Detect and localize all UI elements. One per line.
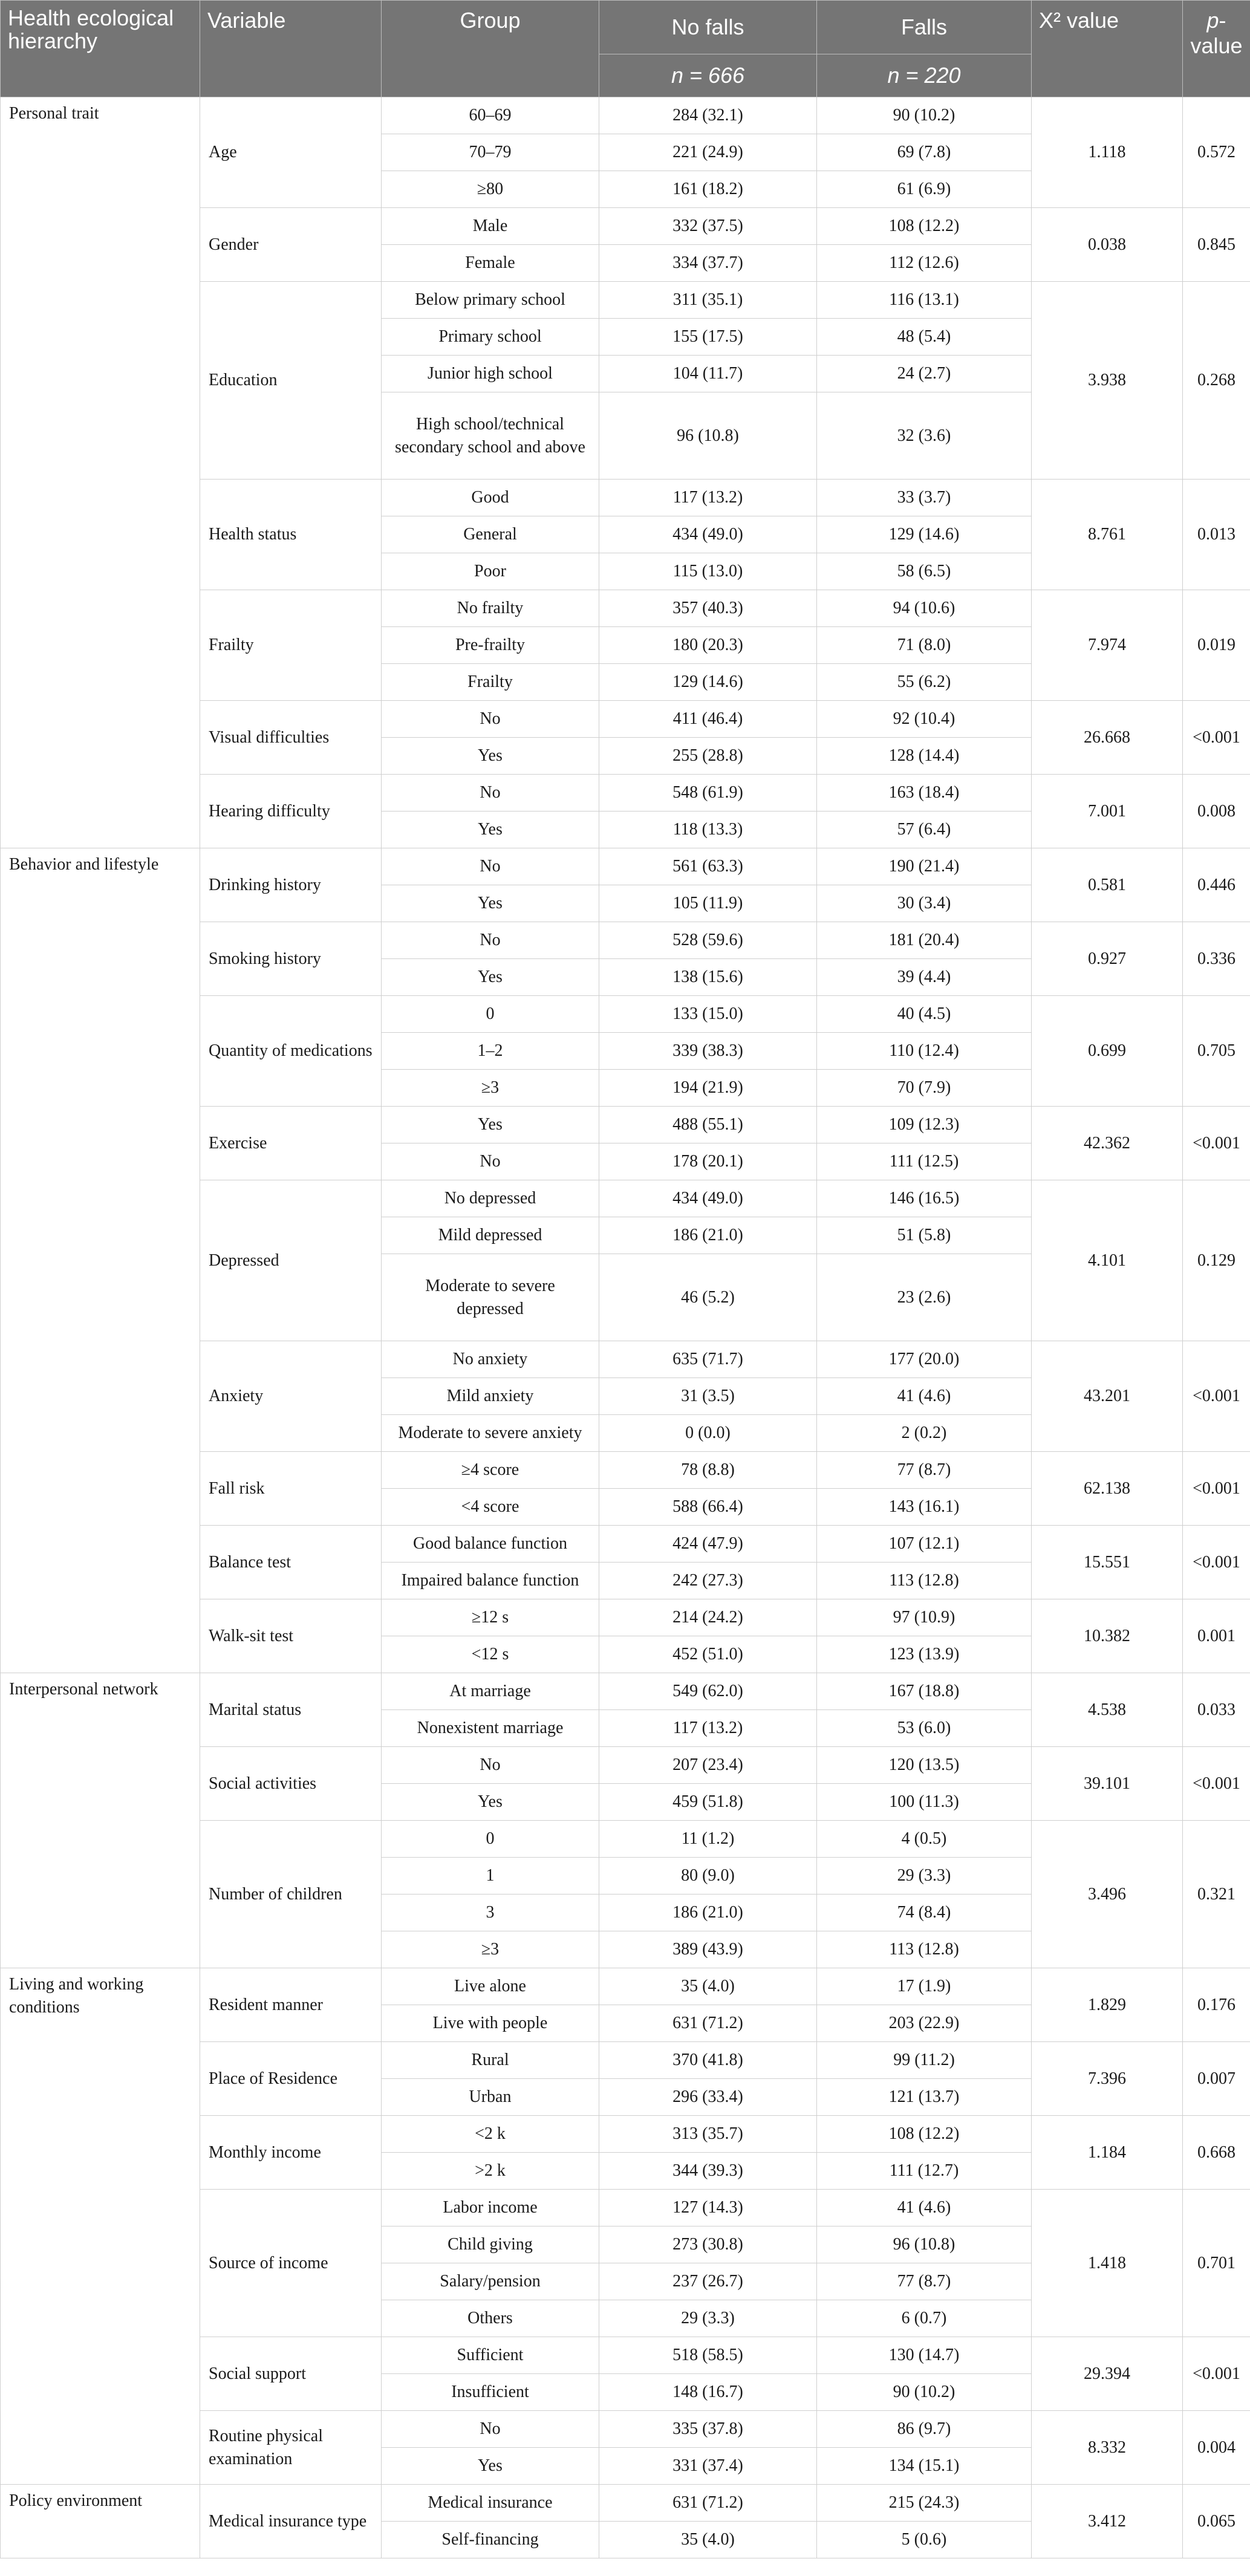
falls-cell: 5 (0.6) <box>817 2522 1032 2558</box>
falls-cell: 123 (13.9) <box>817 1636 1032 1673</box>
group-cell: <4 score <box>382 1489 599 1526</box>
no-falls-cell: 370 (41.8) <box>599 2042 817 2079</box>
group-cell: No anxiety <box>382 1341 599 1378</box>
falls-cell: 108 (12.2) <box>817 2116 1032 2153</box>
falls-cell: 55 (6.2) <box>817 664 1032 701</box>
falls-cell: 94 (10.6) <box>817 590 1032 627</box>
falls-cell: 215 (24.3) <box>817 2485 1032 2522</box>
falls-cell: 129 (14.6) <box>817 516 1032 553</box>
no-falls-cell: 127 (14.3) <box>599 2190 817 2226</box>
p-value-cell: 0.176 <box>1183 1968 1250 2042</box>
falls-cell: 109 (12.3) <box>817 1107 1032 1143</box>
no-falls-cell: 528 (59.6) <box>599 922 817 959</box>
chi2-cell: 7.396 <box>1032 2042 1183 2116</box>
group-cell: ≥3 <box>382 1070 599 1107</box>
no-falls-cell: 242 (27.3) <box>599 1563 817 1599</box>
p-value-cell: 0.001 <box>1183 1599 1250 1673</box>
group-cell: Frailty <box>382 664 599 701</box>
group-cell: Below primary school <box>382 282 599 319</box>
table-body <box>1 97 1250 2558</box>
falls-cell: 77 (8.7) <box>817 1452 1032 1489</box>
group-cell: 60–69 <box>382 97 599 134</box>
variable-cell: Routine physical examination <box>200 2411 382 2485</box>
group-cell: 0 <box>382 1821 599 1858</box>
n-no-falls-text: n = 666 <box>671 63 745 88</box>
header-group: Group <box>382 1 599 97</box>
no-falls-cell: 129 (14.6) <box>599 664 817 701</box>
p-value-cell: 0.572 <box>1183 97 1250 208</box>
chi2-cell: 62.138 <box>1032 1452 1183 1526</box>
falls-cell: 90 (10.2) <box>817 97 1032 134</box>
variable-cell: Age <box>200 97 382 208</box>
group-cell: Rural <box>382 2042 599 2079</box>
variable-cell: Drinking history <box>200 848 382 922</box>
group-cell: No frailty <box>382 590 599 627</box>
header-no-falls: No falls <box>599 1 817 54</box>
no-falls-cell: 588 (66.4) <box>599 1489 817 1526</box>
table-row <box>1 2485 1250 2522</box>
group-cell: Others <box>382 2300 599 2337</box>
chi2-cell: 1.118 <box>1032 97 1183 208</box>
falls-cell: 74 (8.4) <box>817 1895 1032 1931</box>
falls-cell: 58 (6.5) <box>817 553 1032 590</box>
variable-cell: Education <box>200 282 382 480</box>
chi2-cell: 0.581 <box>1032 848 1183 922</box>
p-value-cell: 0.008 <box>1183 775 1250 848</box>
no-falls-cell: 452 (51.0) <box>599 1636 817 1673</box>
group-cell: No depressed <box>382 1180 599 1217</box>
no-falls-cell: 186 (21.0) <box>599 1895 817 1931</box>
table-row <box>1 1673 1250 1710</box>
p-value-cell: 0.845 <box>1183 208 1250 282</box>
group-cell: Male <box>382 208 599 245</box>
variable-cell: Visual difficulties <box>200 701 382 775</box>
falls-cell: 111 (12.5) <box>817 1143 1032 1180</box>
falls-cell: 163 (18.4) <box>817 775 1032 812</box>
p-value-cell: 0.033 <box>1183 1673 1250 1747</box>
falls-cell: 112 (12.6) <box>817 245 1032 282</box>
no-falls-cell: 80 (9.0) <box>599 1858 817 1895</box>
p-value-cell: 0.013 <box>1183 480 1250 590</box>
no-falls-cell: 155 (17.5) <box>599 319 817 356</box>
variable-cell: Walk-sit test <box>200 1599 382 1673</box>
chi2-cell: 1.418 <box>1032 2190 1183 2337</box>
falls-cell: 107 (12.1) <box>817 1526 1032 1563</box>
no-falls-cell: 631 (71.2) <box>599 2485 817 2522</box>
falls-cell: 181 (20.4) <box>817 922 1032 959</box>
chi2-cell: 8.332 <box>1032 2411 1183 2485</box>
group-cell: No <box>382 2411 599 2448</box>
group-cell: >2 k <box>382 2153 599 2190</box>
group-cell: No <box>382 775 599 812</box>
p-value-cell: 0.701 <box>1183 2190 1250 2337</box>
no-falls-cell: 459 (51.8) <box>599 1784 817 1821</box>
p-value-cell: 0.129 <box>1183 1180 1250 1341</box>
header-falls: Falls <box>817 1 1032 54</box>
p-value-cell: <0.001 <box>1183 1526 1250 1599</box>
falls-cell: 177 (20.0) <box>817 1341 1032 1378</box>
group-cell: Yes <box>382 738 599 775</box>
chi2-cell: 1.184 <box>1032 2116 1183 2190</box>
hierarchy-cell: Living and working conditions <box>1 1968 200 2485</box>
variable-cell: Gender <box>200 208 382 282</box>
falls-cell: 51 (5.8) <box>817 1217 1032 1254</box>
group-cell: Self-financing <box>382 2522 599 2558</box>
p-value-cell: 0.668 <box>1183 2116 1250 2190</box>
falls-cell: 32 (3.6) <box>817 392 1032 480</box>
no-falls-cell: 117 (13.2) <box>599 480 817 516</box>
header-hierarchy: Health ecological hierarchy <box>1 1 200 97</box>
no-falls-cell: 424 (47.9) <box>599 1526 817 1563</box>
falls-cell: 97 (10.9) <box>817 1599 1032 1636</box>
variable-cell: Medical insurance type <box>200 2485 382 2558</box>
falls-cell: 40 (4.5) <box>817 996 1032 1033</box>
no-falls-cell: 194 (21.9) <box>599 1070 817 1107</box>
group-cell: Salary/pension <box>382 2263 599 2300</box>
group-cell: 70–79 <box>382 134 599 171</box>
no-falls-cell: 11 (1.2) <box>599 1821 817 1858</box>
group-cell: At marriage <box>382 1673 599 1710</box>
group-cell: Moderate to severe anxiety <box>382 1415 599 1452</box>
chi2-cell: 29.394 <box>1032 2337 1183 2411</box>
variable-cell: Marital status <box>200 1673 382 1747</box>
no-falls-cell: 334 (37.7) <box>599 245 817 282</box>
p-value-cell: <0.001 <box>1183 1107 1250 1180</box>
p-value-cell: 0.065 <box>1183 2485 1250 2558</box>
falls-cell: 110 (12.4) <box>817 1033 1032 1070</box>
no-falls-cell: 237 (26.7) <box>599 2263 817 2300</box>
table-row <box>1 848 1250 885</box>
group-cell: Poor <box>382 553 599 590</box>
no-falls-cell: 161 (18.2) <box>599 171 817 208</box>
falls-cell: 86 (9.7) <box>817 2411 1032 2448</box>
group-cell: Yes <box>382 1107 599 1143</box>
group-cell: Moderate to severe depressed <box>382 1254 599 1341</box>
p-value-cell: 0.336 <box>1183 922 1250 996</box>
falls-cell: 23 (2.6) <box>817 1254 1032 1341</box>
no-falls-cell: 332 (37.5) <box>599 208 817 245</box>
falls-cell: 143 (16.1) <box>817 1489 1032 1526</box>
header-p-value <box>1183 1 1250 97</box>
no-falls-cell: 434 (49.0) <box>599 1180 817 1217</box>
header-n-no-falls <box>599 54 817 97</box>
p-value-cell: 0.705 <box>1183 996 1250 1107</box>
no-falls-cell: 561 (63.3) <box>599 848 817 885</box>
group-cell: Insufficient <box>382 2374 599 2411</box>
falls-cell: 167 (18.8) <box>817 1673 1032 1710</box>
falls-cell: 99 (11.2) <box>817 2042 1032 2079</box>
group-cell: Child giving <box>382 2226 599 2263</box>
p-value-cell: 0.007 <box>1183 2042 1250 2116</box>
falls-cell: 4 (0.5) <box>817 1821 1032 1858</box>
chi2-cell: 26.668 <box>1032 701 1183 775</box>
group-cell: ≥4 score <box>382 1452 599 1489</box>
variable-cell: Exercise <box>200 1107 382 1180</box>
group-cell: High school/technical secondary school and above <box>382 392 599 480</box>
no-falls-cell: 104 (11.7) <box>599 356 817 392</box>
variable-cell: Depressed <box>200 1180 382 1341</box>
group-cell: Nonexistent marriage <box>382 1710 599 1747</box>
variable-cell: Number of children <box>200 1821 382 1968</box>
group-cell: No <box>382 922 599 959</box>
variable-cell: Anxiety <box>200 1341 382 1452</box>
hierarchy-cell: Personal trait <box>1 97 200 848</box>
falls-cell: 39 (4.4) <box>817 959 1032 996</box>
falls-cell: 130 (14.7) <box>817 2337 1032 2374</box>
group-cell: Yes <box>382 959 599 996</box>
no-falls-cell: 221 (24.9) <box>599 134 817 171</box>
variable-cell: Balance test <box>200 1526 382 1599</box>
falls-cell: 203 (22.9) <box>817 2005 1032 2042</box>
no-falls-cell: 207 (23.4) <box>599 1747 817 1784</box>
chi2-cell: 0.927 <box>1032 922 1183 996</box>
group-cell: No <box>382 1143 599 1180</box>
chi2-cell: 3.938 <box>1032 282 1183 480</box>
p-value-cell: 0.268 <box>1183 282 1250 480</box>
group-cell: 3 <box>382 1895 599 1931</box>
no-falls-cell: 518 (58.5) <box>599 2337 817 2374</box>
p-value-cell: <0.001 <box>1183 1452 1250 1526</box>
table-row <box>1 97 1250 134</box>
group-cell: ≥12 s <box>382 1599 599 1636</box>
group-cell: ≥80 <box>382 171 599 208</box>
chi2-cell: 15.551 <box>1032 1526 1183 1599</box>
no-falls-cell: 344 (39.3) <box>599 2153 817 2190</box>
no-falls-cell: 335 (37.8) <box>599 2411 817 2448</box>
falls-cell: 69 (7.8) <box>817 134 1032 171</box>
falls-cell: 29 (3.3) <box>817 1858 1032 1895</box>
falls-cell: 120 (13.5) <box>817 1747 1032 1784</box>
table-row <box>1 1968 1250 2005</box>
falls-cell: 48 (5.4) <box>817 319 1032 356</box>
chi2-cell: 1.829 <box>1032 1968 1183 2042</box>
no-falls-cell: 548 (61.9) <box>599 775 817 812</box>
falls-cell: 61 (6.9) <box>817 171 1032 208</box>
variable-cell: Social support <box>200 2337 382 2411</box>
no-falls-cell: 434 (49.0) <box>599 516 817 553</box>
falls-cell: 57 (6.4) <box>817 812 1032 848</box>
no-falls-cell: 96 (10.8) <box>599 392 817 480</box>
group-cell: Urban <box>382 2079 599 2116</box>
group-cell: No <box>382 848 599 885</box>
falls-cell: 96 (10.8) <box>817 2226 1032 2263</box>
group-cell: Mild depressed <box>382 1217 599 1254</box>
chi2-cell: 42.362 <box>1032 1107 1183 1180</box>
no-falls-cell: 35 (4.0) <box>599 1968 817 2005</box>
no-falls-cell: 35 (4.0) <box>599 2522 817 2558</box>
no-falls-cell: 29 (3.3) <box>599 2300 817 2337</box>
group-cell: Yes <box>382 885 599 922</box>
header-variable: Variable <box>200 1 382 97</box>
variable-cell: Resident manner <box>200 1968 382 2042</box>
group-cell: Sufficient <box>382 2337 599 2374</box>
group-cell: 1–2 <box>382 1033 599 1070</box>
header-p-suffix: -value <box>1190 8 1243 58</box>
p-value-cell: <0.001 <box>1183 1341 1250 1452</box>
falls-cell: 17 (1.9) <box>817 1968 1032 2005</box>
chi2-cell: 7.001 <box>1032 775 1183 848</box>
chi2-cell: 39.101 <box>1032 1747 1183 1821</box>
no-falls-cell: 31 (3.5) <box>599 1378 817 1415</box>
variable-cell: Place of Residence <box>200 2042 382 2116</box>
falls-cell: 190 (21.4) <box>817 848 1032 885</box>
hierarchy-cell: Policy environment <box>1 2485 200 2558</box>
group-cell: 0 <box>382 996 599 1033</box>
falls-cell: 108 (12.2) <box>817 208 1032 245</box>
group-cell: General <box>382 516 599 553</box>
no-falls-cell: 186 (21.0) <box>599 1217 817 1254</box>
group-cell: Junior high school <box>382 356 599 392</box>
no-falls-cell: 148 (16.7) <box>599 2374 817 2411</box>
p-value-cell: 0.321 <box>1183 1821 1250 1968</box>
variable-cell: Health status <box>200 480 382 590</box>
group-cell: Female <box>382 245 599 282</box>
chi2-cell: 0.699 <box>1032 996 1183 1107</box>
falls-cell: 100 (11.3) <box>817 1784 1032 1821</box>
falls-cell: 77 (8.7) <box>817 2263 1032 2300</box>
falls-cell: 128 (14.4) <box>817 738 1032 775</box>
n-falls-text: n = 220 <box>887 63 961 88</box>
group-cell: Live with people <box>382 2005 599 2042</box>
no-falls-cell: 389 (43.9) <box>599 1931 817 1968</box>
variable-cell: Source of income <box>200 2190 382 2337</box>
chi2-cell: 4.538 <box>1032 1673 1183 1747</box>
p-value-cell: <0.001 <box>1183 2337 1250 2411</box>
group-cell: Live alone <box>382 1968 599 2005</box>
chi2-cell: 3.412 <box>1032 2485 1183 2558</box>
table-header <box>1 1 1250 97</box>
chi2-cell: 0.038 <box>1032 208 1183 282</box>
chi2-cell: 3.496 <box>1032 1821 1183 1968</box>
group-cell: 1 <box>382 1858 599 1895</box>
falls-cell: 121 (13.7) <box>817 2079 1032 2116</box>
no-falls-cell: 117 (13.2) <box>599 1710 817 1747</box>
group-cell: <2 k <box>382 2116 599 2153</box>
falls-cell: 134 (15.1) <box>817 2448 1032 2485</box>
falls-cell: 111 (12.7) <box>817 2153 1032 2190</box>
group-cell: Pre-frailty <box>382 627 599 664</box>
group-cell: Primary school <box>382 319 599 356</box>
falls-cell: 113 (12.8) <box>817 1931 1032 1968</box>
variable-cell: Hearing difficulty <box>200 775 382 848</box>
no-falls-cell: 133 (15.0) <box>599 996 817 1033</box>
no-falls-cell: 631 (71.2) <box>599 2005 817 2042</box>
group-cell: Mild anxiety <box>382 1378 599 1415</box>
group-cell: Yes <box>382 2448 599 2485</box>
group-cell: Yes <box>382 1784 599 1821</box>
no-falls-cell: 313 (35.7) <box>599 2116 817 2153</box>
no-falls-cell: 273 (30.8) <box>599 2226 817 2263</box>
falls-cell: 116 (13.1) <box>817 282 1032 319</box>
no-falls-cell: 284 (32.1) <box>599 97 817 134</box>
p-value-cell: 0.446 <box>1183 848 1250 922</box>
no-falls-cell: 311 (35.1) <box>599 282 817 319</box>
no-falls-cell: 339 (38.3) <box>599 1033 817 1070</box>
variable-cell: Frailty <box>200 590 382 701</box>
p-value-cell: <0.001 <box>1183 1747 1250 1821</box>
falls-cell: 41 (4.6) <box>817 2190 1032 2226</box>
chi2-cell: 10.382 <box>1032 1599 1183 1673</box>
no-falls-cell: 138 (15.6) <box>599 959 817 996</box>
variable-cell: Quantity of medications <box>200 996 382 1107</box>
hierarchy-cell: Behavior and lifestyle <box>1 848 200 1673</box>
no-falls-cell: 78 (8.8) <box>599 1452 817 1489</box>
chi2-cell: 7.974 <box>1032 590 1183 701</box>
no-falls-cell: 115 (13.0) <box>599 553 817 590</box>
falls-cell: 2 (0.2) <box>817 1415 1032 1452</box>
p-value-cell: 0.004 <box>1183 2411 1250 2485</box>
no-falls-cell: 357 (40.3) <box>599 590 817 627</box>
falls-cell: 53 (6.0) <box>817 1710 1032 1747</box>
group-cell: Medical insurance <box>382 2485 599 2522</box>
hierarchy-cell: Interpersonal network <box>1 1673 200 1968</box>
falls-cell: 90 (10.2) <box>817 2374 1032 2411</box>
falls-cell: 41 (4.6) <box>817 1378 1032 1415</box>
group-cell: Labor income <box>382 2190 599 2226</box>
group-cell: Good <box>382 480 599 516</box>
chi2-cell: 43.201 <box>1032 1341 1183 1452</box>
header-p-italic: p <box>1206 8 1219 33</box>
falls-cell: 113 (12.8) <box>817 1563 1032 1599</box>
group-cell: No <box>382 701 599 738</box>
chi2-cell: 8.761 <box>1032 480 1183 590</box>
no-falls-cell: 255 (28.8) <box>599 738 817 775</box>
no-falls-cell: 105 (11.9) <box>599 885 817 922</box>
no-falls-cell: 635 (71.7) <box>599 1341 817 1378</box>
falls-cell: 71 (8.0) <box>817 627 1032 664</box>
falls-cell: 33 (3.7) <box>817 480 1032 516</box>
no-falls-cell: 118 (13.3) <box>599 812 817 848</box>
header-n-falls <box>817 54 1032 97</box>
group-cell: ≥3 <box>382 1931 599 1968</box>
no-falls-cell: 214 (24.2) <box>599 1599 817 1636</box>
falls-cell: 70 (7.9) <box>817 1070 1032 1107</box>
variable-cell: Social activities <box>200 1747 382 1821</box>
no-falls-cell: 180 (20.3) <box>599 627 817 664</box>
no-falls-cell: 331 (37.4) <box>599 2448 817 2485</box>
falls-cell: 6 (0.7) <box>817 2300 1032 2337</box>
no-falls-cell: 296 (33.4) <box>599 2079 817 2116</box>
header-chi2: X² value <box>1032 1 1183 97</box>
falls-cell: 24 (2.7) <box>817 356 1032 392</box>
group-cell: Good balance function <box>382 1526 599 1563</box>
falls-cell: 30 (3.4) <box>817 885 1032 922</box>
no-falls-cell: 0 (0.0) <box>599 1415 817 1452</box>
p-value-cell: <0.001 <box>1183 701 1250 775</box>
no-falls-cell: 178 (20.1) <box>599 1143 817 1180</box>
no-falls-cell: 411 (46.4) <box>599 701 817 738</box>
no-falls-cell: 488 (55.1) <box>599 1107 817 1143</box>
variable-cell: Monthly income <box>200 2116 382 2190</box>
variable-cell: Smoking history <box>200 922 382 996</box>
group-cell: Yes <box>382 812 599 848</box>
group-cell: Impaired balance function <box>382 1563 599 1599</box>
falls-cell: 146 (16.5) <box>817 1180 1032 1217</box>
group-cell: No <box>382 1747 599 1784</box>
p-value-cell: 0.019 <box>1183 590 1250 701</box>
chi2-cell: 4.101 <box>1032 1180 1183 1341</box>
no-falls-cell: 46 (5.2) <box>599 1254 817 1341</box>
no-falls-cell: 549 (62.0) <box>599 1673 817 1710</box>
variable-cell: Fall risk <box>200 1452 382 1526</box>
falls-cell: 92 (10.4) <box>817 701 1032 738</box>
group-cell: <12 s <box>382 1636 599 1673</box>
